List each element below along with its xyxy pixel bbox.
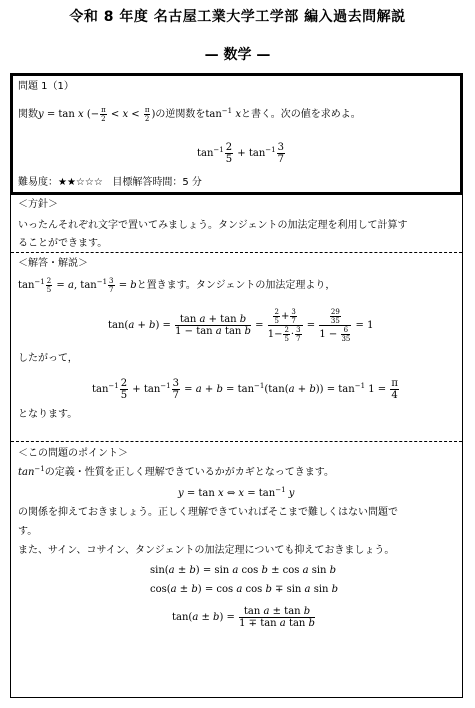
difficulty: 難易度：★★☆☆☆ 目標解答時間：5 分 [18, 177, 202, 188]
points-line: す。 [18, 526, 38, 537]
problem-expression: $\tan^{-1}$ $\frac{2}{5}$ + $\tan^{-1}$ $\frac{3}{7}$ [197, 142, 284, 165]
points-line: $\tan^{-1}$の定義・性質を正しく理解できているかがカギとなってきます。 [18, 465, 334, 478]
points-line: の関係を抑えておきましょう。正しく理解できていればそこまで難しくはない問題で [18, 507, 398, 518]
subject-heading: — 数学 — [204, 47, 271, 63]
points-heading: ＜この問題のポイント＞ [18, 448, 128, 459]
problem-label: 問題 1（1） [18, 81, 74, 92]
page-title: 令和 8 年度 名古屋工業大学工学部 編入過去問解説 [69, 9, 406, 25]
solution-heading: ＜解答・解説＞ [18, 258, 88, 269]
cosine-addition: cos(a ± b) = cos a cos b ∓ sin a sin b [150, 584, 339, 595]
inverse-relation: y = tan x ⇔ $x = \tan^{-1} y$ [178, 486, 295, 499]
policy-heading: ＜方針＞ [18, 199, 58, 210]
tangent-addition: tan(a ± b) = $\frac{\text{tan a ± tan b}}{\text{1 ∓ tan a tan b}}$ [172, 606, 315, 629]
target-time: 目標解答時間：5 分 [112, 177, 202, 188]
policy-line: いったんそれぞれ文字で置いてみましょう。タンジェントの加法定理を利用して計算す [18, 220, 408, 231]
section-divider [11, 441, 462, 442]
points-line: また、サイン、コサイン、タンジェントの加法定理についても抑えておきましょう。 [18, 545, 395, 556]
ending-text: となります。 [18, 409, 78, 420]
policy-line: ることができます。 [18, 238, 108, 249]
solution-setup: $\tan^{-1}$ $\frac{2}{5}$ = a, $\tan^{-1}$ $\frac{3}{7}$ = bと置きます。タンジェントの加法定理より， [18, 277, 336, 294]
problem-statement: 関数y = tan x (− $\frac{\pi}{2}$ < x < $\frac{\pi}{2}$ )の逆関数を$\tan^{-1} x$と書く。次の値を求めよ。 [18, 106, 361, 123]
difficulty-stars: ★★☆☆☆ [58, 177, 103, 188]
section-divider [11, 252, 462, 253]
addition-derivation: tan(a + b) = $\frac{\text{tan a + tan b}}{\text{1 − tan a tan b}}$ = $\frac{2}{5}$ + $\frac{3}{7}$ 1− $\frac{2}{5}$ · $\frac{3}{7}$ = $\frac{29}{35}$ 1 − $\frac{6}{35}$ = 1 [108, 308, 374, 343]
final-result: $\tan^{-1}$ $\frac{2}{5}$ + $\tan^{-1}$ $\frac{3}{7}$ = $a + b = \tan^{-1}(\tan(a + b)) = \tan^{-1} 1$ = $\frac{\pi}{4}$ [92, 378, 398, 401]
therefore-text: したがって， [18, 353, 78, 364]
sine-addition: sin(a ± b) = sin a cos b ± cos a sin b [150, 565, 337, 576]
